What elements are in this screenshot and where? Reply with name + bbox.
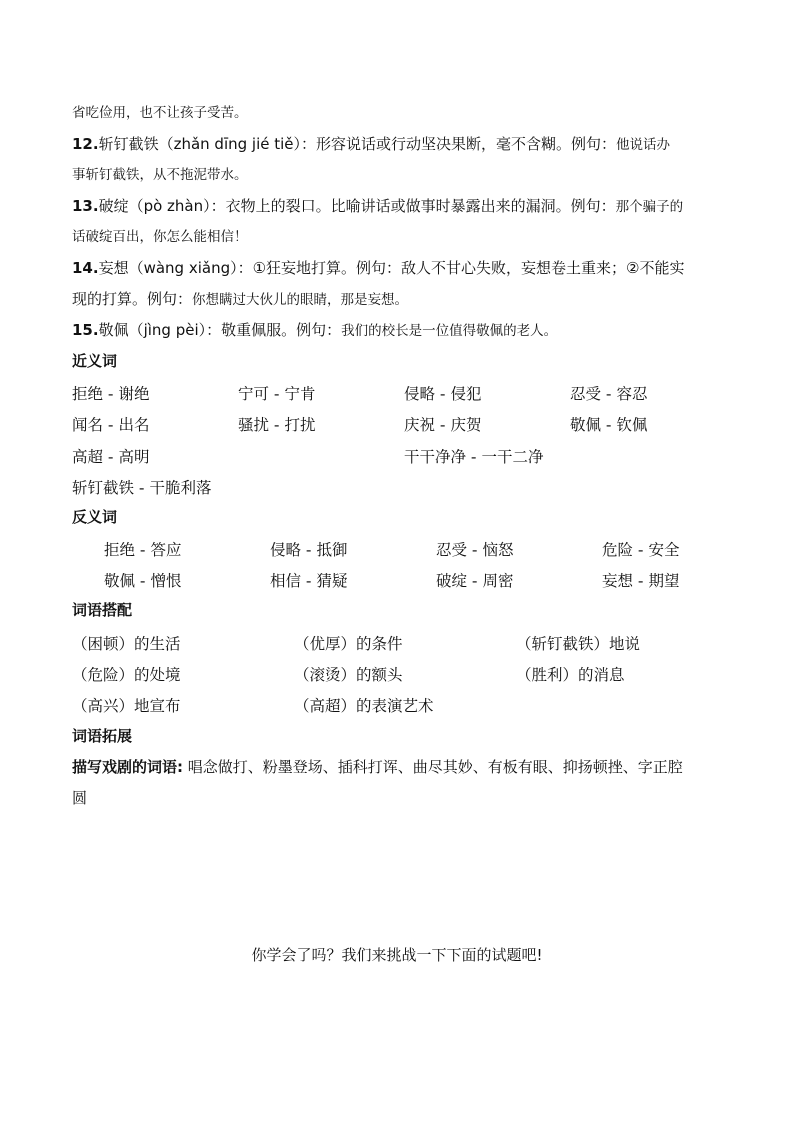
extension-words: 圆 [72, 789, 88, 807]
section-title-extension: 词语拓展 [72, 727, 133, 745]
entry-example: 话破绽百出，你怎么能相信！ [72, 229, 248, 245]
entry-example: 事斩钉截铁，从不拖泥带水。 [72, 167, 248, 183]
antonym-pair: 忍受 - 恼怒 [436, 541, 514, 559]
entry-number: 14. [72, 259, 99, 277]
synonym-pair: 宁可 - 宁肯 [238, 385, 316, 403]
entry-14 [72, 258, 732, 278]
synonym-pair: 斩钉截铁 - 干脆利落 [72, 479, 212, 497]
antonym-pair: 妄想 - 期望 [602, 572, 680, 590]
entry-number: 12. [72, 135, 99, 153]
entry-13-cont [72, 226, 732, 247]
antonym-pair: 侵略 - 抵御 [270, 541, 348, 559]
collocation: （困顿）的生活 [72, 635, 181, 653]
extension-line-cont [72, 788, 732, 808]
antonym-pair: 相信 - 猜疑 [270, 572, 348, 590]
entry-15 [72, 320, 732, 341]
collocation: （滚烫）的额头 [294, 666, 403, 684]
entry-example: 他说话办 [616, 137, 671, 153]
entry-14-cont [72, 289, 732, 310]
entry-continuation: 省吃俭用，也不让孩子受苦。 [72, 105, 248, 121]
collocation: （危险）的处境 [72, 666, 181, 684]
extension-words: 唱念做打、粉墨登场、插科打诨、曲尽其妙、有板有眼、抑扬顿挫、字正腔 [187, 758, 683, 776]
collocation: （优厚）的条件 [294, 635, 403, 653]
entry-12 [72, 134, 732, 155]
section-title-antonyms: 反义词 [72, 508, 118, 526]
entry-13 [72, 196, 732, 217]
antonym-pair: 破绽 - 周密 [436, 572, 514, 590]
entry-definition: 妄想（wàng xiǎng）：①狂妄地打算。例句：敌人不甘心失败，妄想卷土重来；②不能实 [98, 259, 685, 277]
entry-definition: 现的打算。例句： [72, 290, 193, 308]
entry-12-cont [72, 164, 732, 185]
entry-definition: 破绽（pò zhàn）：衣物上的裂口。比喻讲话或做事时暴露出来的漏洞。例句： [98, 197, 616, 215]
collocation: （高超）的表演艺术 [294, 697, 434, 715]
synonym-pair: 骚扰 - 打扰 [238, 416, 316, 434]
extension-colon: : [177, 758, 184, 776]
synonym-pair: 拒绝 - 谢绝 [72, 385, 150, 403]
section-title-synonyms: 近义词 [72, 352, 118, 370]
collocation: （胜利）的消息 [516, 666, 625, 684]
synonym-pair: 忍受 - 容忍 [570, 385, 648, 403]
extension-label: 描写戏剧的词语 [72, 758, 178, 776]
extension-line [72, 757, 732, 777]
entry-number: 15. [72, 321, 99, 339]
entry-definition: 敬佩（jìng pèi）：敬重佩服。例句： [98, 321, 342, 339]
synonym-pair: 敬佩 - 钦佩 [570, 416, 648, 434]
collocation: （斩钉截铁）地说 [516, 635, 641, 653]
synonym-pair: 高超 - 高明 [72, 448, 150, 466]
challenge-prompt: 你学会了吗？我们来挑战一下下面的试题吧! [251, 946, 543, 964]
entry-example: 我们的校长是一位值得敬佩的老人。 [341, 323, 558, 339]
collocation: （高兴）地宣布 [72, 697, 181, 715]
synonym-pair: 侵略 - 侵犯 [404, 385, 482, 403]
antonym-pair: 拒绝 - 答应 [104, 541, 182, 559]
entry-definition: 斩钉截铁（zhǎn dīng jié tiě）：形容说话或行动坚决果断，毫不含糊。例句： [98, 135, 617, 153]
antonym-pair: 敬佩 - 憎恨 [104, 572, 182, 590]
synonym-pair: 闻名 - 出名 [72, 416, 150, 434]
entry-example: 你想瞒过大伙儿的眼睛，那是妄想。 [192, 292, 409, 308]
entry-example: 那个骗子的 [615, 199, 684, 215]
entry-number: 13. [72, 197, 99, 215]
synonym-pair: 干干净净 - 一干二净 [404, 448, 544, 466]
synonym-pair: 庆祝 - 庆贺 [404, 416, 482, 434]
section-title-collocations: 词语搭配 [72, 601, 133, 619]
antonym-pair: 危险 - 安全 [602, 541, 680, 559]
